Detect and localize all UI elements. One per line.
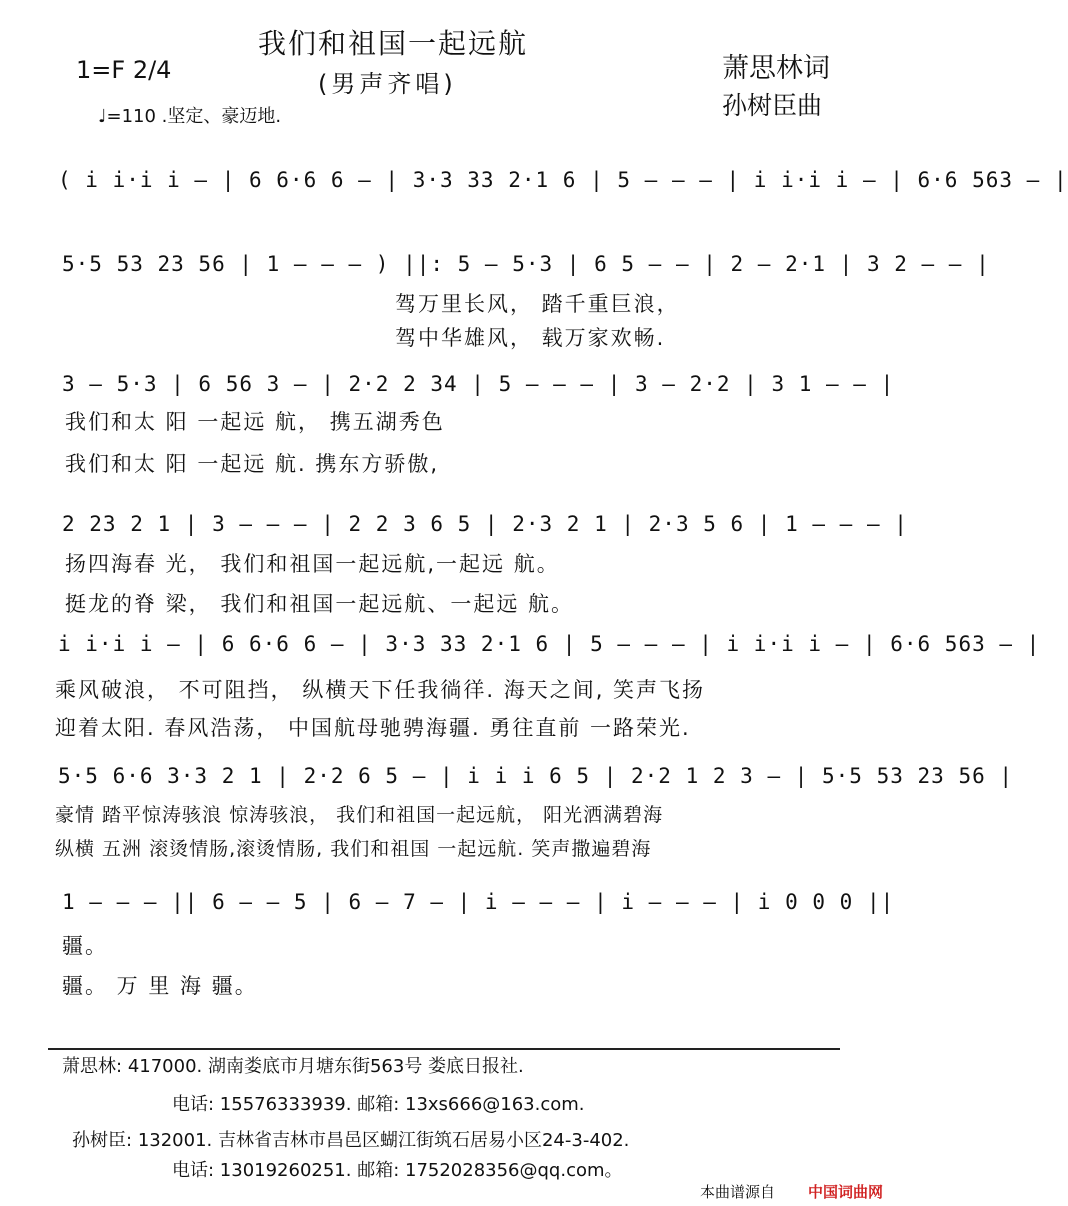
key-signature: 1=F 2/4 [76,56,172,84]
contact-lyricist-phone-email: 电话: 15576333939. 邮箱: 13xs666@163.com. [172,1094,585,1115]
score-row-6-lyric-2: 纵横 五洲 滚烫情肠,滚烫情肠, 我们和祖国 一起远航. 笑声撒遍碧海 [55,838,652,860]
song-subtitle: (男声齐唱) [318,70,457,98]
contact-lyricist-label: 萧思林: [62,1056,123,1077]
contact-composer [72,1126,629,1152]
score-row-7-lyric-2: 疆。 万 里 海 疆。 [62,974,258,998]
score-row-5-lyric-1: 乘风破浪， 不可阻挡， 纵横天下任我徜徉. 海天之间, 笑声飞扬 [55,678,706,702]
contact-divider [48,1048,840,1050]
score-row-6-notes: 5·5 6·6 3·3 2 1 | 2·2 6 5 — | i i i 6 5 | 2·2 1 2 3 — | 5·5 53 23 56 | [58,764,1014,788]
score-row-4-notes: 2 23 2 1 | 3 — — — | 2 2 3 6 5 | 2·3 2 1 | 2·3 5 6 | 1 — — — | [62,512,908,536]
score-row-3-lyric-2: 我们和太 阳 一起远 航. 携东方骄傲, [65,452,440,476]
tempo-marking: ♩=110 .坚定、豪迈地. [98,106,282,127]
source-credit: 本曲谱源自 [700,1183,776,1201]
score-row-3-notes: 3 — 5·3 | 6 56 3 — | 2·2 2 34 | 5 — — — | 3 — 2·2 | 3 1 — — | [62,372,895,396]
score-row-4-lyric-1: 扬四海春 光， 我们和祖国一起远航,一起远 航。 [65,552,560,576]
composer-credit: 孙树臣曲 [722,91,823,120]
contact-composer-label: 孙树臣: [72,1130,133,1151]
score-row-2-notes: 5·5 53 23 56 | 1 — — — ) ||: 5 — 5·3 | 6 5 — — | 2 — 2·1 | 3 2 — — | [62,252,990,276]
source-site-link[interactable]: 中国词曲网 [808,1183,884,1201]
contact-lyricist [62,1052,524,1078]
score-row-7-lyric-1: 疆。 [62,934,108,958]
song-title: 我们和祖国一起远航 [258,27,529,60]
score-row-7-notes: 1 — — — || 6 — — 5 | 6 — 7 — | i — — — | i — — — | i 0 0 0 || [62,890,895,914]
score-row-4-lyric-2: 挺龙的脊 梁， 我们和祖国一起远航、一起远 航。 [65,592,575,616]
score-row-1-notes: ( i i·i i — | 6 6·6 6 — | 3·3 33 2·1 6 | 5 — — — | i i·i i — | 6·6 563 — | [58,168,1068,192]
contact-lyricist-address: 417000. 湖南娄底市月塘东街563号 娄底日报社. [127,1056,524,1077]
score-row-2-lyric-2: 驾中华雄风， 载万家欢畅. [395,326,666,350]
contact-composer-address: 132001. 吉林省吉林市昌邑区蝴江街筑石居易小区24-3-402. [137,1130,630,1151]
score-row-2-lyric-1: 驾万里长风， 踏千重巨浪， [395,292,680,316]
lyricist-credit: 萧思林词 [722,53,830,84]
contact-composer-phone-email: 电话: 13019260251. 邮箱: 1752028356@qq.com。 [172,1160,623,1181]
score-row-6-lyric-1: 豪情 踏平惊涛骇浪 惊涛骇浪， 我们和祖国一起远航， 阳光洒满碧海 [55,804,664,826]
score-row-5-notes: i i·i i — | 6 6·6 6 — | 3·3 33 2·1 6 | 5 — — — | i i·i i — | 6·6 563 — | [58,632,1041,656]
score-row-3-lyric-1: 我们和太 阳 一起远 航， 携五湖秀色 [65,410,445,434]
score-row-5-lyric-2: 迎着太阳. 春风浩荡， 中国航母驰骋海疆. 勇往直前 一路荣光. [55,716,691,740]
